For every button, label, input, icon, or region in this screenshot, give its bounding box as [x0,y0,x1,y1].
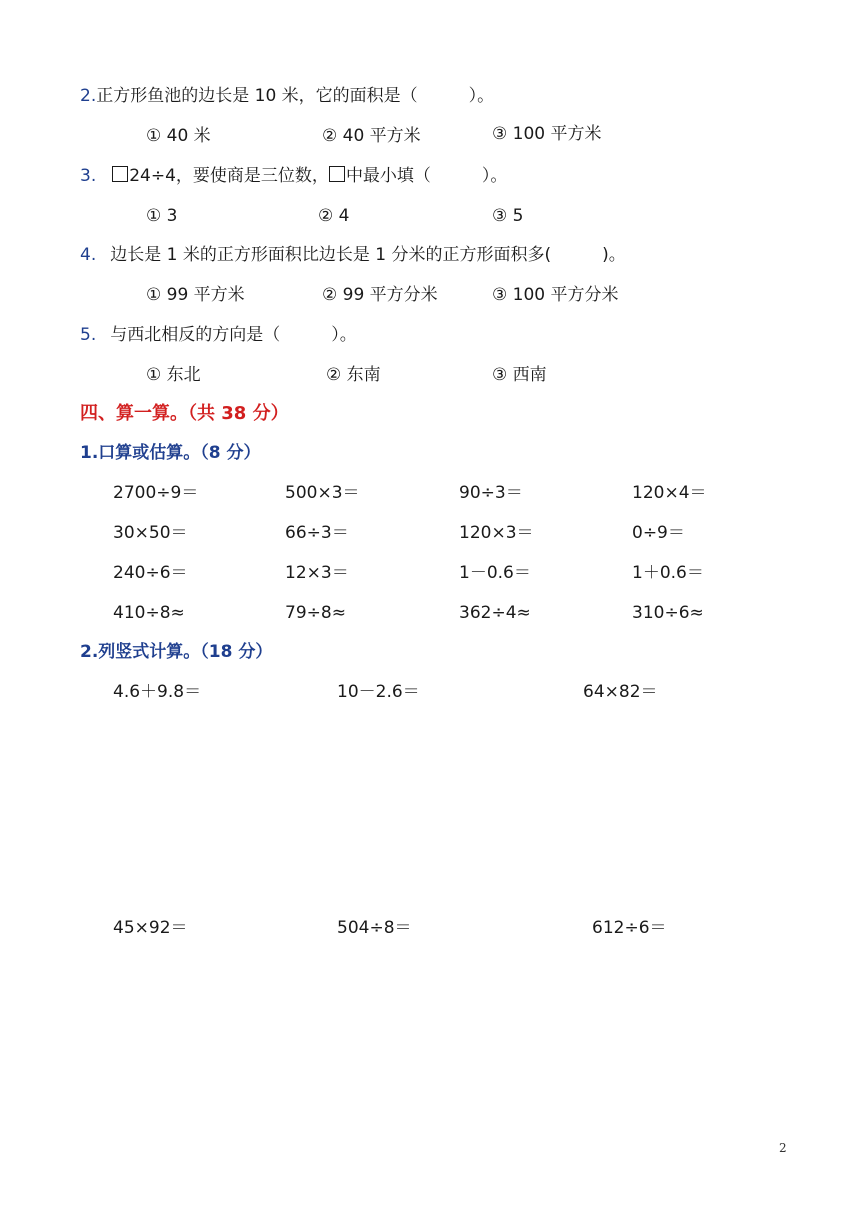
option-1: ① 99 平方米 [146,285,245,305]
question-text-a: 24÷4，要使商是三位数， [129,166,329,186]
calc-item: 90÷3＝ [459,483,523,503]
calc-item: 1－0.6＝ [459,563,531,583]
option-1: ① 3 [146,206,178,226]
option-1: ① 东北 [146,365,201,385]
question-3 [80,164,507,188]
question-number: 2. [80,86,97,106]
question-number: 5. [80,325,97,345]
vertical-calc-item: 4.6＋9.8＝ [113,682,202,702]
calc-item: 0÷9＝ [632,523,685,543]
blank-box-icon [112,166,128,182]
option-3: ③ 5 [492,206,524,226]
option-1: ① 40 米 [146,126,211,146]
calc-item: 120×4＝ [632,483,707,503]
question-text: 正方形鱼池的边长是 10 米，它的面积是（ ）。 [96,86,495,106]
page-number: 2 [779,1141,787,1155]
calc-item: 12×3＝ [285,563,349,583]
subsection-title-vertical-calc: 2.列竖式计算。（18 分） [80,642,273,662]
question-number: 4. [80,245,97,265]
blank-box-icon [329,166,345,182]
question-5 [80,323,357,347]
calc-item: 30×50＝ [113,523,188,543]
question-4 [80,243,626,267]
subsection-title-mental-math: 1.口算或估算。（8 分） [80,443,261,463]
calc-item: 1＋0.6＝ [632,563,704,583]
calc-item: 79÷8≈ [285,603,346,623]
option-3: ③ 西南 [492,365,547,385]
option-2: ② 99 平方分米 [322,285,438,305]
question-text: 边长是 1 米的正方形面积比边长是 1 分米的正方形面积多( )。 [110,245,626,265]
question-number: 3. [80,166,97,186]
vertical-calc-item: 612÷6＝ [592,918,667,938]
vertical-calc-item: 10－2.6＝ [337,682,420,702]
calc-item: 500×3＝ [285,483,360,503]
calc-item: 310÷6≈ [632,603,704,623]
option-2: ② 4 [318,206,350,226]
option-2: ② 东南 [326,365,381,385]
question-text: 与西北相反的方向是（ ）。 [110,325,357,345]
question-text-b: 中最小填（ ）。 [345,166,508,186]
option-2: ② 40 平方米 [322,126,421,146]
calc-item: 410÷8≈ [113,603,185,623]
vertical-calc-item: 504÷8＝ [337,918,412,938]
calc-item: 240÷6＝ [113,563,188,583]
vertical-calc-item: 64×82＝ [583,682,658,702]
calc-item: 66÷3＝ [285,523,349,543]
calc-item: 362÷4≈ [459,603,531,623]
calc-item: 2700÷9＝ [113,483,199,503]
option-3: ③ 100 平方分米 [492,285,619,305]
section-title: 四、算一算。（共 38 分） [80,403,289,424]
option-3: ③ 100 平方米 [492,124,602,144]
question-2 [80,84,494,108]
calc-item: 120×3＝ [459,523,534,543]
vertical-calc-item: 45×92＝ [113,918,188,938]
